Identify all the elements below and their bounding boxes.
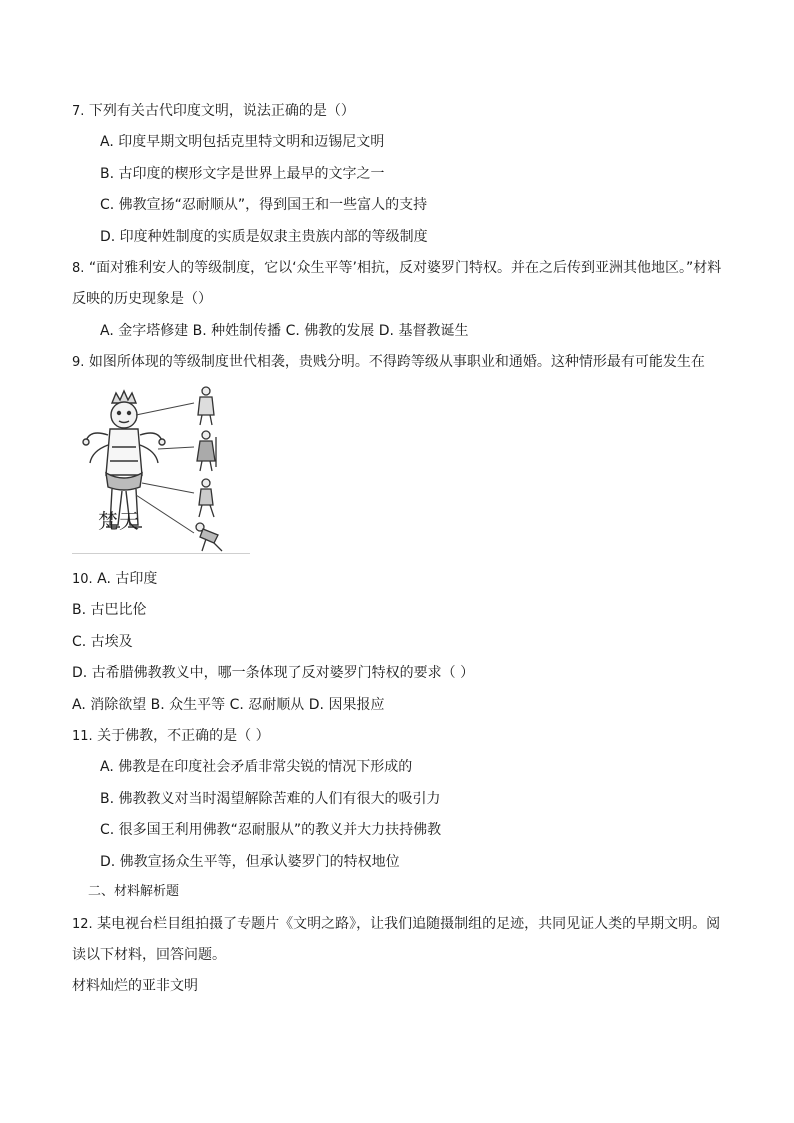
kshatriya-figure bbox=[197, 431, 216, 471]
section-heading: 二、材料解析题 bbox=[88, 884, 180, 899]
brahmin-figure bbox=[198, 387, 214, 425]
q7-option-a: A. 印度早期文明包括克里特文明和迈锡尼文明 bbox=[100, 134, 385, 150]
question-11 bbox=[72, 726, 270, 747]
material-title: 材料灿烂的亚非文明 bbox=[72, 978, 198, 994]
question-stem: 关于佛教，不正确的是（ ） bbox=[97, 728, 270, 744]
q7-option-b: B. 古印度的楔形文字是世界上最早的文字之一 bbox=[100, 166, 385, 182]
question-8 bbox=[72, 258, 721, 279]
question-number: 11. bbox=[72, 729, 93, 744]
figure-divider bbox=[72, 553, 250, 554]
q11-option-c: C. 很多国王利用佛教“忍耐服从”的教义并大力扶持佛教 bbox=[100, 822, 442, 838]
q7-option-d: D. 印度种姓制度的实质是奴隶主贵族内部的等级制度 bbox=[100, 229, 428, 245]
text-line: A. 消除欲望 B. 众生平等 C. 忍耐顺从 D. 因果报应 bbox=[72, 697, 385, 713]
text-line: C. 古埃及 bbox=[72, 634, 133, 650]
connector-lines bbox=[136, 403, 194, 533]
caste-figures bbox=[196, 387, 222, 551]
text-line: B. 古巴比伦 bbox=[72, 602, 147, 618]
question-stem: 下列有关古代印度文明，说法正确的是（） bbox=[88, 103, 355, 119]
question-number: 7. bbox=[72, 104, 85, 119]
question-number: 8. bbox=[72, 261, 85, 276]
q8-options: A. 金字塔修建 B. 种姓制传播 C. 佛教的发展 D. 基督教诞生 bbox=[100, 323, 469, 339]
vaishya-figure bbox=[199, 479, 214, 517]
question-option-a: A. 古印度 bbox=[97, 571, 158, 587]
question-9 bbox=[72, 352, 705, 373]
question-stem: 如图所体现的等级制度世代相袭，贵贱分明。不得跨等级从事职业和通婚。这种情形最有可能发生在 bbox=[88, 354, 705, 370]
q11-option-b: B. 佛教教义对当时渴望解除苦难的人们有很大的吸引力 bbox=[100, 791, 441, 807]
q11-option-d: D. 佛教宣扬众生平等，但承认婆罗门的特权地位 bbox=[100, 854, 400, 870]
question-stem-line-1: “面对雅利安人的等级制度，它以‘众生平等’相抗，反对婆罗门特权。并在之后传到亚洲其他地区。”材料 bbox=[88, 260, 722, 276]
figure-caption: 梵天 bbox=[98, 509, 140, 533]
text-line: D. 古希腊佛教教义中，哪一条体现了反对婆罗门特权的要求（ ） bbox=[72, 665, 475, 681]
question-12 bbox=[72, 914, 720, 935]
q7-option-c: C. 佛教宣扬“忍耐顺从”，得到国王和一些富人的支持 bbox=[100, 197, 428, 213]
question-number: 10. bbox=[72, 572, 93, 587]
question-stem-line-2: 读以下材料，回答问题。 bbox=[72, 947, 226, 963]
question-stem-line-1: 某电视台栏目组拍摄了专题片《文明之路》，让我们追随摄制组的足迹，共同见证人类的早期文明。阅 bbox=[97, 916, 721, 932]
question-7 bbox=[72, 101, 355, 122]
question-number: 12. bbox=[72, 917, 93, 932]
shudra-figure bbox=[196, 523, 222, 551]
question-stem-line-2: 反映的历史现象是（） bbox=[72, 291, 212, 307]
question-number: 9. bbox=[72, 355, 85, 370]
question-10 bbox=[72, 569, 157, 590]
q11-option-a: A. 佛教是在印度社会矛盾非常尖锐的情况下形成的 bbox=[100, 759, 413, 775]
